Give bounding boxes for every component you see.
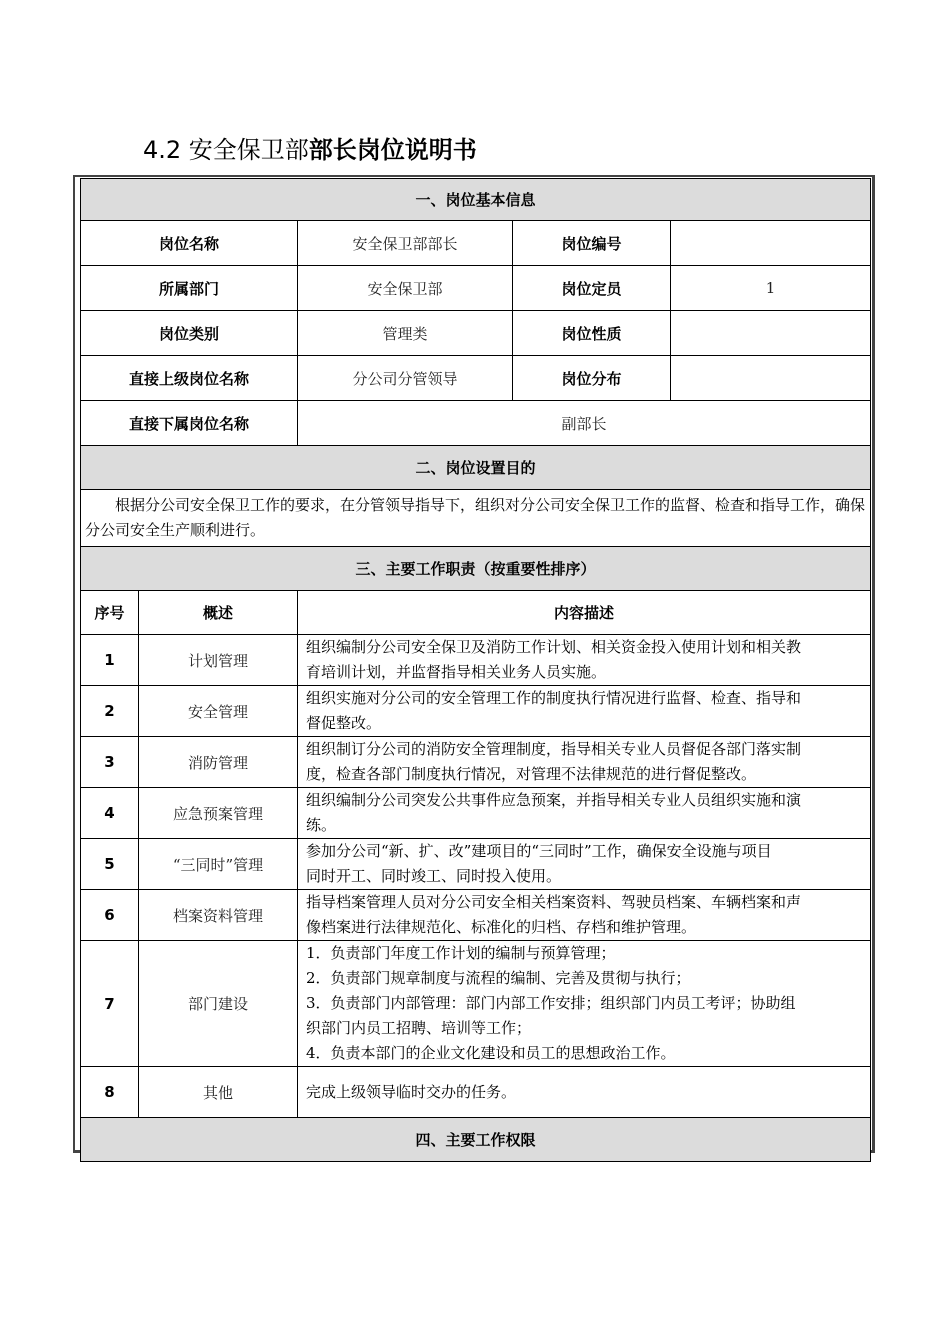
section-purpose: 二、岗位设置目的 (81, 446, 871, 490)
job-description-table (80, 178, 871, 1162)
duty-description (298, 737, 871, 788)
title-suffix: 部长岗位说明书 (308, 136, 477, 164)
section-authority: 四、主要工作权限 (81, 1118, 871, 1162)
duty-number: 3 (81, 737, 139, 788)
page-title (143, 134, 477, 166)
duty-description-line: 组织编制分公司突发公共事件应急预案，并指导相关专业人员组织实施和演 (306, 791, 802, 809)
duty-description-line: 练。 (306, 816, 337, 834)
post-code-label: 岗位编号 (513, 221, 671, 266)
duty-description-line: 参加分公司“新、扩、改”建项目的“三同时”工作，确保安全设施与项目 (306, 842, 772, 860)
duty-number: 8 (81, 1067, 139, 1118)
duty-number: 4 (81, 788, 139, 839)
table-row (81, 839, 871, 890)
duty-description (298, 788, 871, 839)
category-label: 岗位类别 (81, 311, 298, 356)
duty-summary: “三同时”管理 (139, 839, 298, 890)
nature-value (671, 311, 871, 356)
duty-summary: 其他 (139, 1067, 298, 1118)
section-duties: 三、主要工作职责（按重要性排序） (81, 547, 871, 591)
distribution-label: 岗位分布 (513, 356, 671, 401)
duty-summary: 安全管理 (139, 686, 298, 737)
duty-description-line: 组织编制分公司安全保卫及消防工作计划、相关资金投入使用计划和相关教 (306, 638, 802, 656)
dept-value: 安全保卫部 (298, 266, 513, 311)
duty-description-line: 督促整改。 (306, 714, 382, 732)
subordinate-value: 副部长 (298, 401, 871, 446)
duty-description-line: 2．负责部门规章制度与流程的编制、完善及贯彻与执行； (306, 969, 691, 987)
purpose-body: 根据分公司安全保卫工作的要求，在分管领导指导下，组织对分公司安全保卫工作的监督、检查和指导工作，确保分公司安全生产顺利进行。 (85, 496, 866, 539)
dept-label: 所属部门 (81, 266, 298, 311)
category-value: 管理类 (298, 311, 513, 356)
duty-summary: 应急预案管理 (139, 788, 298, 839)
duty-number: 1 (81, 635, 139, 686)
duty-description-line: 组织制订分公司的消防安全管理制度，指导相关专业人员督促各部门落实制 (306, 740, 802, 758)
duty-description-line: 完成上级领导临时交办的任务。 (306, 1082, 517, 1101)
table-row (81, 737, 871, 788)
duty-description-line: 育培训计划，并监督指导相关业务人员实施。 (306, 663, 607, 681)
duty-description-line: 组织实施对分公司的安全管理工作的制度执行情况进行监督、检查、指导和 (306, 689, 802, 707)
purpose-text (81, 490, 871, 547)
duty-description-line: 1．负责部门年度工作计划的编制与预算管理； (306, 944, 616, 962)
duty-summary: 消防管理 (139, 737, 298, 788)
duty-summary: 档案资料管理 (139, 890, 298, 941)
table-row (81, 635, 871, 686)
duty-description (298, 839, 871, 890)
duty-description-line: 同时开工、同时竣工、同时投入使用。 (306, 867, 562, 885)
title-prefix: 4.2 安全保卫部 (143, 136, 309, 164)
section-basic-info: 一、岗位基本信息 (81, 179, 871, 221)
nature-label: 岗位性质 (513, 311, 671, 356)
quota-label: 岗位定员 (513, 266, 671, 311)
table-row (81, 941, 871, 1067)
duty-description (298, 1067, 871, 1118)
duty-number: 7 (81, 941, 139, 1067)
duty-number: 5 (81, 839, 139, 890)
duty-description (298, 941, 871, 1067)
duty-description (298, 686, 871, 737)
superior-value: 分公司分管领导 (298, 356, 513, 401)
quota-value: 1 (671, 266, 871, 311)
duty-description-line: 3．负责部门内部管理：部门内部工作安排；组织部门内员工考评；协助组 (306, 994, 796, 1012)
col-header-content: 内容描述 (298, 591, 871, 635)
table-row (81, 788, 871, 839)
duty-description-line: 织部门内员工招聘、培训等工作； (306, 1019, 532, 1037)
duty-description-line: 度，检查各部门制度执行情况，对管理不法律规范的进行督促整改。 (306, 765, 757, 783)
col-header-summary: 概述 (139, 591, 298, 635)
table-row (81, 686, 871, 737)
col-header-no: 序号 (81, 591, 139, 635)
duty-number: 2 (81, 686, 139, 737)
post-name-label: 岗位名称 (81, 221, 298, 266)
duty-number: 6 (81, 890, 139, 941)
duty-summary: 计划管理 (139, 635, 298, 686)
superior-label: 直接上级岗位名称 (81, 356, 298, 401)
duty-description-line: 4．负责本部门的企业文化建设和员工的思想政治工作。 (306, 1044, 676, 1062)
table-row (81, 1067, 871, 1118)
post-name-value: 安全保卫部部长 (298, 221, 513, 266)
subordinate-label: 直接下属岗位名称 (81, 401, 298, 446)
duty-description (298, 635, 871, 686)
table-row (81, 890, 871, 941)
duty-rows (81, 635, 871, 1118)
distribution-value (671, 356, 871, 401)
duty-summary: 部门建设 (139, 941, 298, 1067)
duty-description (298, 890, 871, 941)
post-code-value (671, 221, 871, 266)
duty-description-line: 指导档案管理人员对分公司安全相关档案资料、驾驶员档案、车辆档案和声 (306, 893, 802, 911)
duty-description-line: 像档案进行法律规范化、标准化的归档、存档和维护管理。 (306, 918, 697, 936)
